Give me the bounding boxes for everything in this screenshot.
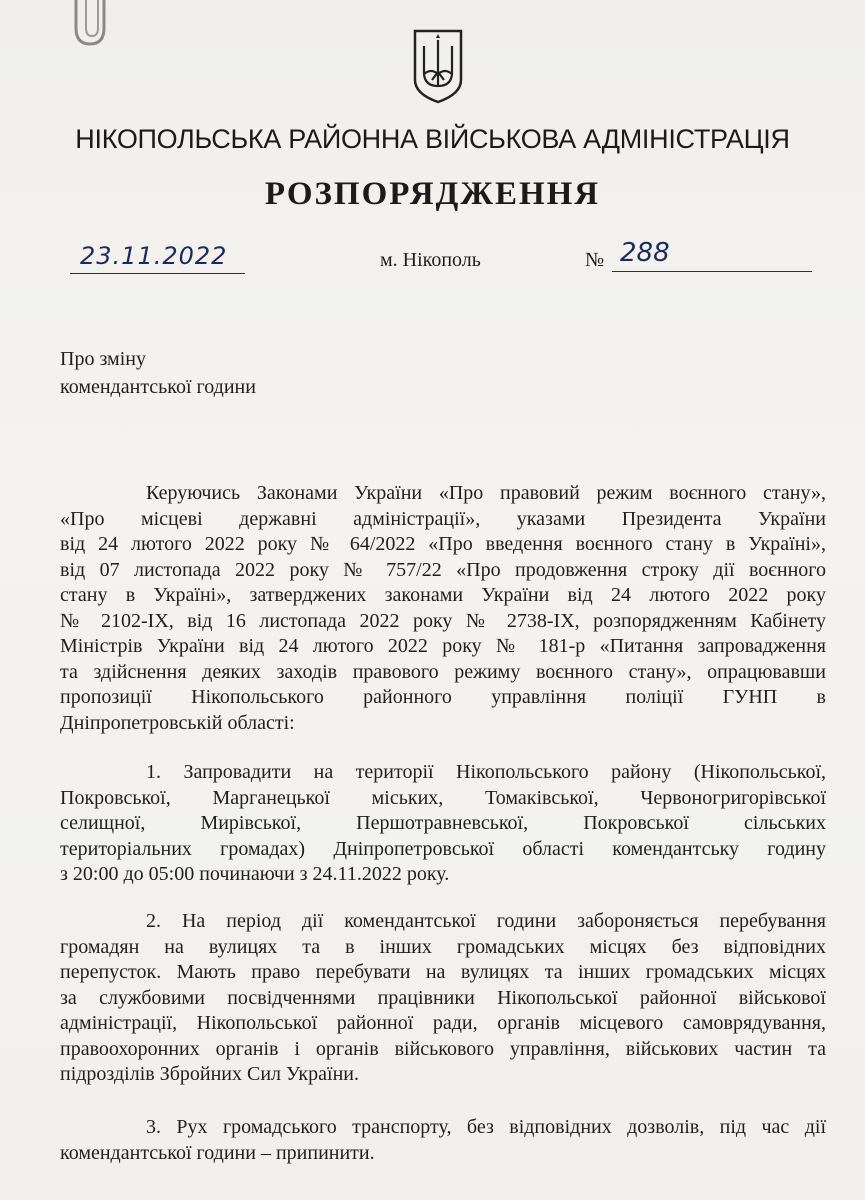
paragraph-line: Керуючись Законами України «Про правовий режим воєнного стану»,	[146, 482, 826, 504]
paragraph-line: стану в Україні», затверджених законами України від 24 лютого 2022 року	[60, 584, 826, 606]
coat-of-arms-icon	[411, 28, 465, 104]
paragraph-line: з 20:00 до 05:00 починаючи з 24.11.2022 року.	[60, 863, 450, 885]
paragraph-line: від 24 лютого 2022 року № 64/2022 «Про введення воєнного стану в Україні»,	[60, 533, 826, 555]
number-underline	[612, 271, 812, 272]
document-date: 23.11.2022	[80, 242, 228, 270]
paragraph-line: громадян на вулицях та в інших громадських місцях без відповідних	[60, 935, 826, 958]
paragraph-line: підрозділів Збройних Сил України.	[60, 1063, 359, 1085]
paragraph-line: Покровської, Марганецької міських, Томаківської, Червоногригорівської	[60, 786, 826, 809]
paragraph-line: комендантської години – припинити.	[60, 1141, 375, 1164]
paragraph-line: 1. Запровадити на території Нікопольського району (Нікопольської,	[146, 761, 826, 783]
paragraph-line: селищної, Мирівської, Першотравневської, Покровської сільських	[60, 812, 826, 834]
paragraph-line: за службовими посвідченнями працівники Нікопольської районної військової	[60, 986, 826, 1009]
paragraph-line: 2. На період дії комендантської години забороняється перебування	[146, 910, 826, 932]
document-subject	[60, 345, 256, 401]
subject-line: комендантської години	[60, 376, 256, 398]
subject-line: Про зміну	[60, 348, 146, 370]
number-sign: №	[585, 249, 605, 271]
paragraph-line: правоохоронних органів і органів військового управління, військових частин та	[60, 1037, 826, 1060]
paragraph-line: пропозиції Нікопольського районного управління поліції ГУНП в	[60, 686, 826, 708]
paragraph-line: 3. Рух громадського транспорту, без відповідних дозволів, під час дії	[146, 1116, 826, 1138]
paragraph-line: «Про місцеві державні адміністрації», указами Президента України	[60, 507, 826, 530]
paragraph-line: від 07 листопада 2022 року № 757/22 «Про продовження строку дії воєнного	[60, 558, 826, 581]
item-1-paragraph	[60, 760, 826, 888]
item-3-paragraph	[60, 1115, 826, 1166]
date-underline	[70, 273, 245, 274]
document-type-heading: РОЗПОРЯДЖЕННЯ	[264, 176, 601, 212]
paragraph-line: та здійснення деяких заходів правового режиму воєнного стану», опрацювавши	[60, 660, 826, 683]
item-2-paragraph	[60, 909, 826, 1088]
paragraph-line: адміністрації, Нікопольської районної ради, органів місцевого самоврядування,	[60, 1012, 826, 1034]
document-city: м. Нікополь	[380, 249, 481, 271]
paragraph-line: Міністрів України від 24 лютого 2022 року № 181-р «Питання запровадження	[60, 635, 826, 657]
paper-clip-icon	[68, 0, 128, 48]
paragraph-line: територіальних громадах) Дніпропетровської області комендантську годину	[60, 837, 826, 860]
preamble-paragraph	[60, 481, 826, 736]
document-number: 288	[620, 238, 670, 268]
organization-title: НІКОПОЛЬСЬКА РАЙОННА ВІЙСЬКОВА АДМІНІСТРАЦІЯ	[75, 124, 790, 154]
paragraph-line: № 2102-IX, від 16 листопада 2022 року № 2738-IX, розпорядженням Кабінету	[60, 609, 826, 632]
paragraph-line: Дніпропетровській області:	[60, 711, 295, 734]
paragraph-line: перепусток. Мають право перебувати на вулицях та інших громадських місцях	[60, 961, 826, 983]
